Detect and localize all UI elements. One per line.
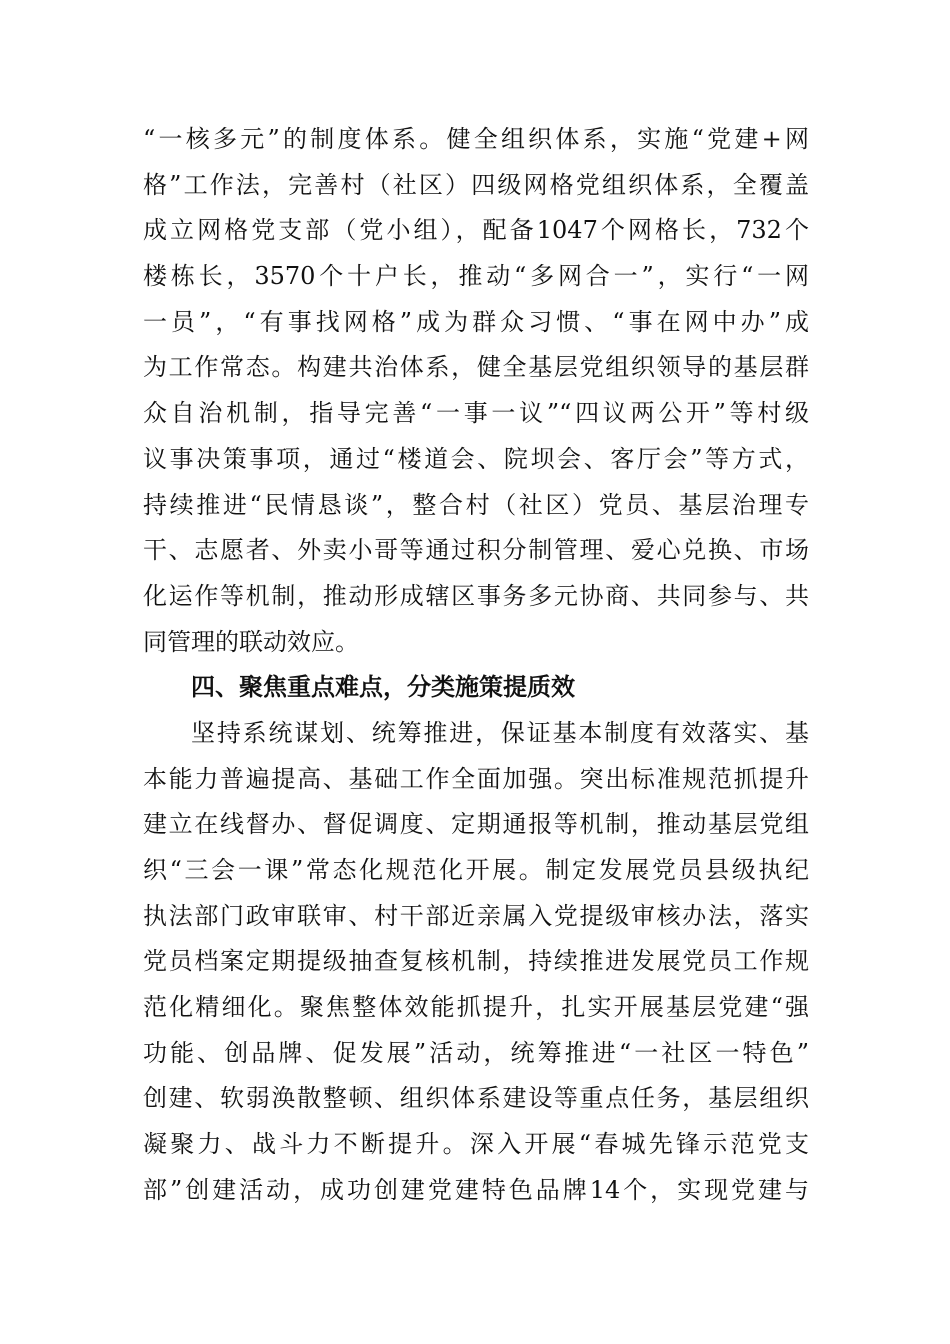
paragraph-1-line: “一核多元”的制度体系。健全组织体系，实施“党建+网 <box>143 125 809 153</box>
paragraph-2-line: 凝聚力、战斗力不断提升。深入开展“春城先锋示范党支 <box>143 1130 809 1159</box>
paragraph-1-line: 格”工作法，完善村（社区）四级网格党组织体系，全覆盖 <box>143 170 809 199</box>
paragraph-2-line: 建立在线督办、督促调度、定期通报等机制，推动基层党组 <box>143 810 809 839</box>
paragraph-1-line: 持续推进“民情恳谈”，整合村（社区）党员、基层治理专 <box>143 490 809 519</box>
paragraph-1-line: 成立网格党支部（党小组），配备1047个网格长，732个 <box>143 216 809 245</box>
paragraph-2-line: 党员档案定期提级抽查复核机制，持续推进发展党员工作规 <box>143 947 809 976</box>
paragraph-2-line: 范化精细化。聚焦整体效能抓提升，扎实开展基层党建“强 <box>143 993 809 1022</box>
paragraph-1-line: 干、志愿者、外卖小哥等通过积分制管理、爱心兑换、市场 <box>143 536 809 565</box>
paragraph-2-line: 创建、软弱涣散整顿、组织体系建设等重点任务，基层组织 <box>143 1084 809 1113</box>
paragraph-2-line: 织“三会一课”常态化规范化开展。制定发展党员县级执纪 <box>143 856 809 884</box>
paragraph-2-line: 功能、创品牌、促发展”活动，统筹推进“一社区一特色” <box>143 1038 809 1067</box>
paragraph-2-line: 本能力普遍提高、基础工作全面加强。突出标准规范抓提升 <box>143 764 809 793</box>
paragraph-1-line: 同管理的联动效应。 <box>143 627 359 656</box>
paragraph-1-line: 为工作常态。构建共治体系，健全基层党组织领导的基层群 <box>143 353 809 382</box>
paragraph-2-line: 部”创建活动，成功创建党建特色品牌14个，实现党建与 <box>143 1175 809 1204</box>
paragraph-2-line: 坚持系统谋划、统筹推进，保证基本制度有效落实、基 <box>191 718 809 747</box>
paragraph-1-line: 楼栋长，3570个十户长，推动“多网合一”，实行“一网 <box>143 262 809 291</box>
section-heading: 四、聚焦重点难点，分类施策提质效 <box>191 673 575 702</box>
document-body <box>143 117 809 1214</box>
paragraph-1-line: 议事决策事项，通过“楼道会、院坝会、客厅会”等方式， <box>143 444 809 473</box>
paragraph-1-line: 一员”，“有事找网格”成为群众习惯、“事在网中办”成 <box>143 307 809 336</box>
paragraph-1-line: 众自治机制，指导完善“一事一议”“四议两公开”等村级 <box>143 399 809 428</box>
paragraph-2-line: 执法部门政审联审、村干部近亲属入党提级审核办法，落实 <box>143 901 809 930</box>
paragraph-1-line: 化运作等机制，推动形成辖区事务多元协商、共同参与、共 <box>143 581 809 610</box>
